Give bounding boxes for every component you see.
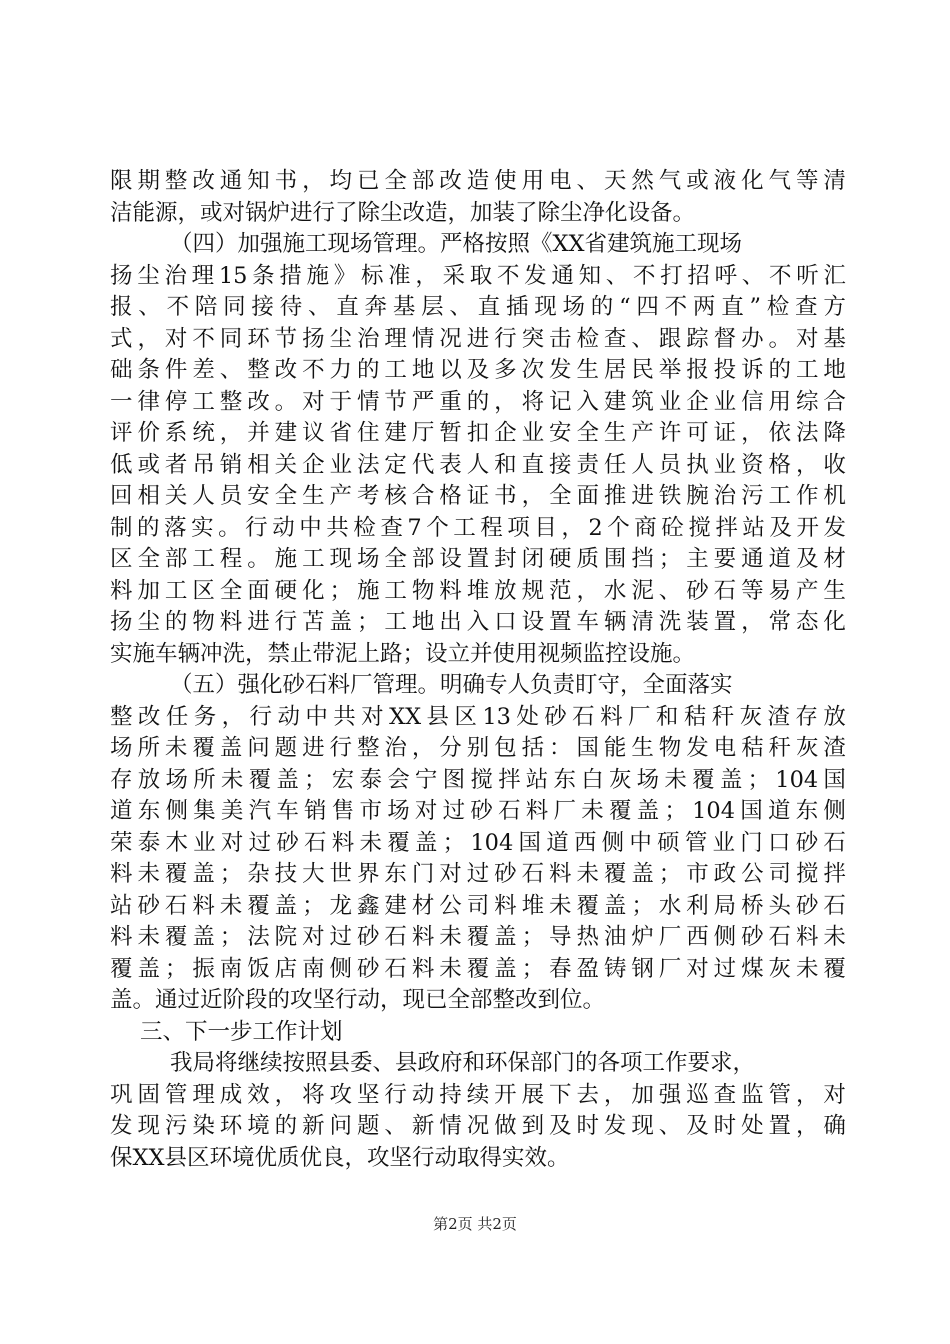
text-line: 料 未 覆 盖 ； 法 院 对 过 砂 石 料 未 覆 盖 ； 导 热 油 炉 厂 西 侧 砂 石 料 未 xyxy=(110,924,846,950)
text-line: 低 或 者 吊 销 相 关 企 业 法 定 代 表 人 和 直 接 责 任 人 员 执 业 资 格 ， 收 xyxy=(110,451,846,478)
text-line: （四）加强施工现场管理。严格按照《XX省建筑施工现场 xyxy=(170,231,743,257)
text-line: 一 律 停 工 整 改 。 对 于 情 节 严 重 的 ， 将 记 入 建 筑 业 企 业 信 用 综 合 xyxy=(110,388,846,415)
text-line: 我局将继续按照县委、县政府和环保部门的各项工作要求， xyxy=(170,1050,756,1076)
text-line: 站 砂 石 料 未 覆 盖 ； 龙 鑫 建 材 公 司 料 堆 未 覆 盖 ； 水 利 局 桥 头 砂 石 xyxy=(110,892,846,919)
text-line: 覆 盖 ； 振 南 饭 店 南 侧 砂 石 料 未 覆 盖 ； 春 盈 铸 钢 厂 对 过 煤 灰 未 覆 xyxy=(110,955,846,982)
document-body xyxy=(110,166,846,1174)
text-line: 评 价 系 统 ， 并 建 议 省 住 建 厅 暂 扣 企 业 安 全 生 产 许 可 证 ， 依 法 降 xyxy=(110,420,846,446)
text-line: 发 现 污 染 环 境 的 新 问 题 、 新 情 况 做 到 及 时 发 现 、 及 时 处 置 ， 确 xyxy=(110,1113,846,1139)
text-line: 巩 固 管 理 成 效 ， 将 攻 坚 行 动 持 续 开 展 下 去 ， 加 强 巡 查 监 管 ， 对 xyxy=(110,1081,846,1108)
text-line: 洁能源，或对锅炉进行了除尘改造，加装了除尘净化设备。 xyxy=(110,199,696,226)
text-line: 荣 泰 木 业 对 过 砂 石 料 未 覆 盖 ； 104 国 道 西 侧 中 硕 管 业 门 口 砂 石 xyxy=(110,829,846,856)
text-line: 制 的 落 实 。 行 动 中 共 检 查 7 个 工 程 项 目 ， 2 个 商 砼 搅 拌 站 及 开 发 xyxy=(110,514,846,541)
page-footer: 第2页 共2页 xyxy=(433,1215,517,1233)
text-line: 扬 尘 的 物 料 进 行 苫 盖 ； 工 地 出 入 口 设 置 车 辆 清 洗 装 置 ， 常 态 化 xyxy=(110,609,846,635)
text-line: 整 改 任 务 ， 行 动 中 共 对 XX 县 区 13 处 砂 石 料 厂 和 秸 秆 灰 渣 存 放 xyxy=(110,703,846,730)
text-line: 三、下一步工作计划 xyxy=(140,1018,343,1045)
text-line: 盖。通过近阶段的攻坚行动，现已全部整改到位。 xyxy=(110,987,606,1013)
text-line: 限 期 整 改 通 知 书 ， 均 已 全 部 改 造 使 用 电 、 天 然 气 或 液 化 气 等 清 xyxy=(110,168,846,194)
text-line: 存 放 场 所 未 覆 盖 ； 宏 泰 会 宁 图 搅 拌 站 东 白 灰 场 未 覆 盖 ； 104 国 xyxy=(110,766,846,793)
text-line: 扬 尘 治 理 15 条 措 施 》 标 准 ， 采 取 不 发 通 知 、 不 打 招 呼 、 不 听 汇 xyxy=(110,262,846,289)
text-line: 报 、 不 陪 同 接 待 、 直 奔 基 层 、 直 插 现 场 的 “ 四 不 两 直 ” 检 查 方 xyxy=(110,294,846,320)
text-line: 场 所 未 覆 盖 问 题 进 行 整 治 ， 分 别 包 括 ： 国 能 生 物 发 电 秸 秆 灰 渣 xyxy=(110,735,846,761)
text-line: 区 全 部 工 程 。 施 工 现 场 全 部 设 置 封 闭 硬 质 围 挡 ； 主 要 通 道 及 材 xyxy=(110,546,846,572)
text-line: （五）强化砂石料厂管理。明确专人负责盯守，全面落实 xyxy=(170,672,733,698)
text-line: 回 相 关 人 员 安 全 生 产 考 核 合 格 证 书 ， 全 面 推 进 铁 腕 治 污 工 作 机 xyxy=(110,483,846,509)
text-line: 料 未 覆 盖 ； 杂 技 大 世 界 东 门 对 过 砂 石 料 未 覆 盖 ； 市 政 公 司 搅 拌 xyxy=(110,861,846,887)
text-line: 保XX县区环境优质优良，攻坚行动取得实效。 xyxy=(110,1144,570,1171)
text-line: 式 ， 对 不 同 环 节 扬 尘 治 理 情 况 进 行 突 击 检 查 、 跟 踪 督 办 。 对 基 xyxy=(110,325,846,352)
text-line: 道 东 侧 集 美 汽 车 销 售 市 场 对 过 砂 石 料 厂 未 覆 盖 ； 104 国 道 东 侧 xyxy=(110,798,846,824)
text-line: 料 加 工 区 全 面 硬 化 ； 施 工 物 料 堆 放 规 范 ， 水 泥 、 砂 石 等 易 产 生 xyxy=(110,577,846,604)
text-line: 础 条 件 差 、 整 改 不 力 的 工 地 以 及 多 次 发 生 居 民 举 报 投 诉 的 工 地 xyxy=(110,357,846,383)
text-line: 实施车辆冲洗，禁止带泥上路；设立并使用视频监控设施。 xyxy=(110,640,696,667)
